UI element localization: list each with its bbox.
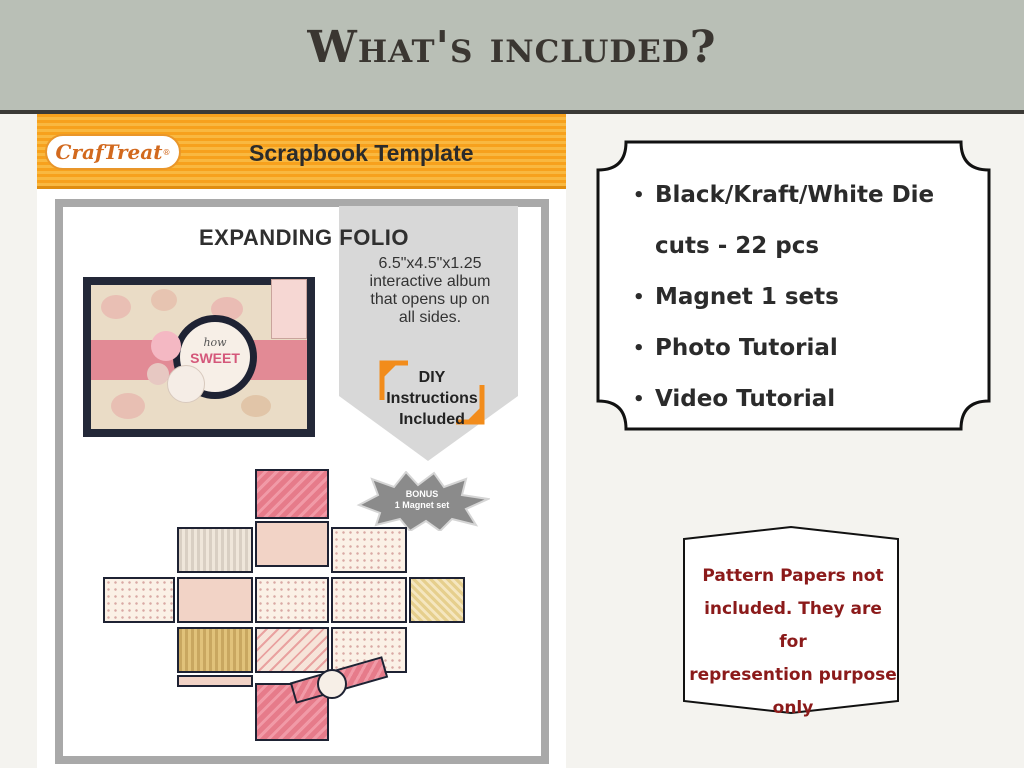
bullet-icon: • (633, 185, 645, 206)
banner-title: Scrapbook Template (249, 140, 474, 166)
page-title: What's included? (307, 22, 717, 73)
folio-unfolded-layout (121, 469, 441, 754)
mini-sweet-badge (317, 669, 347, 699)
folio-closed-photo (83, 277, 315, 437)
bullet-icon: • (633, 389, 645, 410)
blush-flower (147, 363, 169, 385)
bonus-line: BONUS (405, 489, 439, 499)
floral-motif (151, 289, 177, 311)
bonus-line: 1 Magnet set (394, 500, 450, 510)
product-image (37, 114, 566, 768)
bullet-icon: • (633, 338, 645, 359)
bullet-icon: • (633, 287, 645, 308)
badge-how-text: how (203, 336, 227, 349)
logo-registered-mark: ® (162, 147, 171, 157)
white-flower (167, 365, 205, 403)
logo-text: CrafTreat (55, 140, 163, 164)
pink-tag (271, 279, 307, 339)
pattern-panel (255, 627, 329, 673)
note-line: included. They are for (704, 599, 882, 652)
pattern-panel (177, 577, 253, 623)
pattern-papers-note (688, 560, 898, 725)
pattern-panel (255, 577, 329, 623)
list-item-line: Black/Kraft/White Die (655, 182, 935, 208)
spec-line: that opens up on (370, 291, 490, 308)
pattern-panel (177, 627, 253, 673)
pattern-panel (255, 469, 329, 519)
product-frame (55, 199, 549, 764)
note-line: Pattern Papers not (702, 566, 884, 586)
note-line: only (772, 698, 814, 718)
list-item-line: Video Tutorial (655, 386, 836, 412)
pattern-panel (331, 527, 407, 573)
badge-sweet-text: SWEET (190, 350, 240, 366)
diy-line: Included (399, 411, 465, 428)
list-item-line: Photo Tutorial (655, 335, 838, 361)
list-item-line: Magnet 1 sets (655, 284, 839, 310)
product-frame-inner (63, 207, 541, 756)
floral-motif (241, 395, 271, 417)
pattern-panel (331, 577, 407, 623)
spec-line: interactive album (369, 273, 491, 290)
pattern-panel (177, 675, 253, 687)
banner-underline (37, 186, 566, 189)
brand-logo (45, 134, 181, 170)
list-item (633, 374, 983, 425)
pattern-panel (103, 577, 175, 623)
note-line: represention purpose (689, 665, 897, 685)
floral-motif (111, 393, 145, 419)
folio-spec (351, 255, 509, 327)
folio-title: EXPANDING FOLIO (199, 225, 409, 250)
pink-flower (151, 331, 181, 361)
pattern-panel (255, 521, 329, 567)
spec-line: 6.5"x4.5"x1.25 (378, 255, 482, 272)
list-item-line: cuts - 22 pcs (655, 233, 820, 259)
diy-instructions-label (378, 367, 486, 430)
diy-line: Instructions (386, 390, 478, 407)
list-item (633, 272, 983, 323)
list-item (633, 170, 983, 272)
pattern-panel (177, 527, 253, 573)
diy-line: DIY (418, 369, 446, 386)
spec-line: all sides. (398, 309, 462, 326)
floral-motif (101, 295, 131, 319)
list-item (633, 323, 983, 374)
pattern-panel (409, 577, 465, 623)
included-list (633, 170, 983, 425)
